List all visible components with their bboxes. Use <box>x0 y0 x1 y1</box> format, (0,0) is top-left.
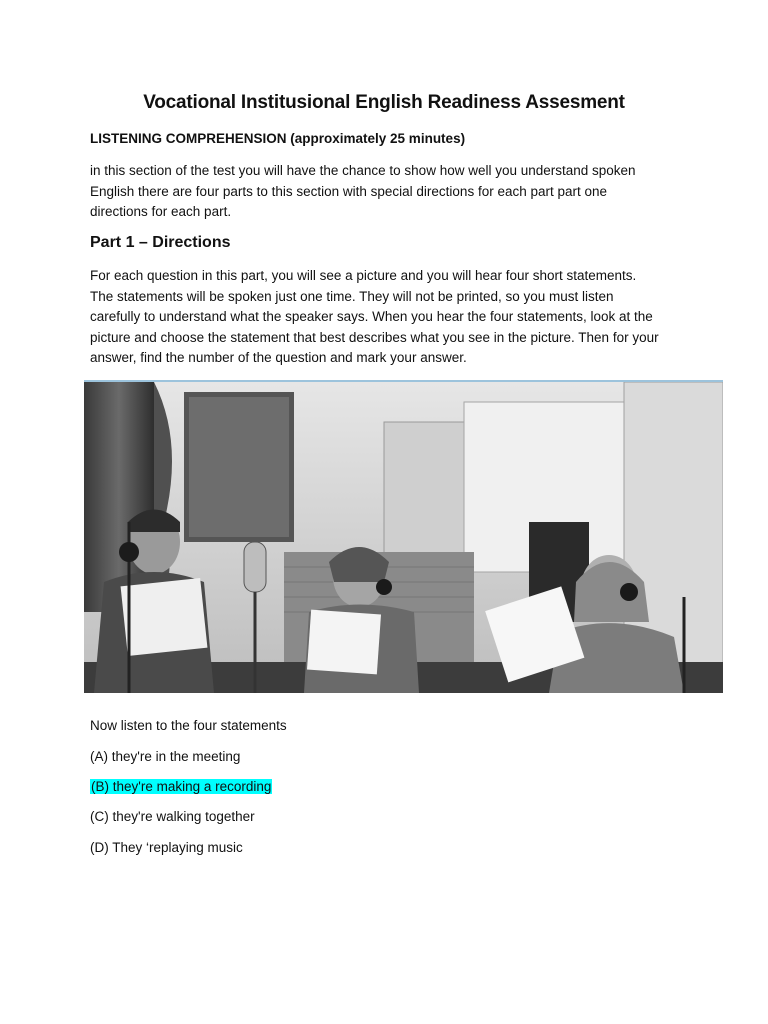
answer-option-a: (A) they're in the meeting <box>90 749 241 764</box>
intro-line: in this section of the test you will have the chance to show how well you understand spoken <box>90 163 636 178</box>
intro-paragraph <box>90 161 690 223</box>
directions-line: picture and choose the statement that best describes what you see in the picture. Then for your <box>90 329 659 345</box>
part-heading: Part 1 – Directions <box>90 234 231 251</box>
directions-line: For each question in this part, you will see a picture and you will hear four short statements. <box>90 268 637 283</box>
answer-option-d: (D) They ‘replaying music <box>90 840 243 855</box>
intro-line: English there are four parts to this section with special directions for each part part one <box>90 183 608 199</box>
listen-prompt: Now listen to the four statements <box>90 718 287 733</box>
directions-line: carefully to understand what the speaker says. When you hear the four statements, look at the <box>90 309 653 324</box>
section-heading: LISTENING COMPREHENSION (approximately 25 minutes) <box>90 131 466 146</box>
answer-option-b <box>90 779 272 794</box>
directions-line: answer, find the number of the question and mark your answer. <box>90 350 467 365</box>
document-title: Vocational Institusional English Readiness Assesment <box>143 92 625 113</box>
directions-line: The statements will be spoken just one time. They will not be printed, so you must listen <box>90 288 614 304</box>
highlighted-answer: (B) they're making a recording <box>91 779 272 794</box>
intro-line: directions for each part. <box>90 204 232 219</box>
directions-paragraph <box>90 266 695 369</box>
recording-studio-photo <box>84 380 723 693</box>
answer-option-c: (C) they're walking together <box>90 809 255 824</box>
